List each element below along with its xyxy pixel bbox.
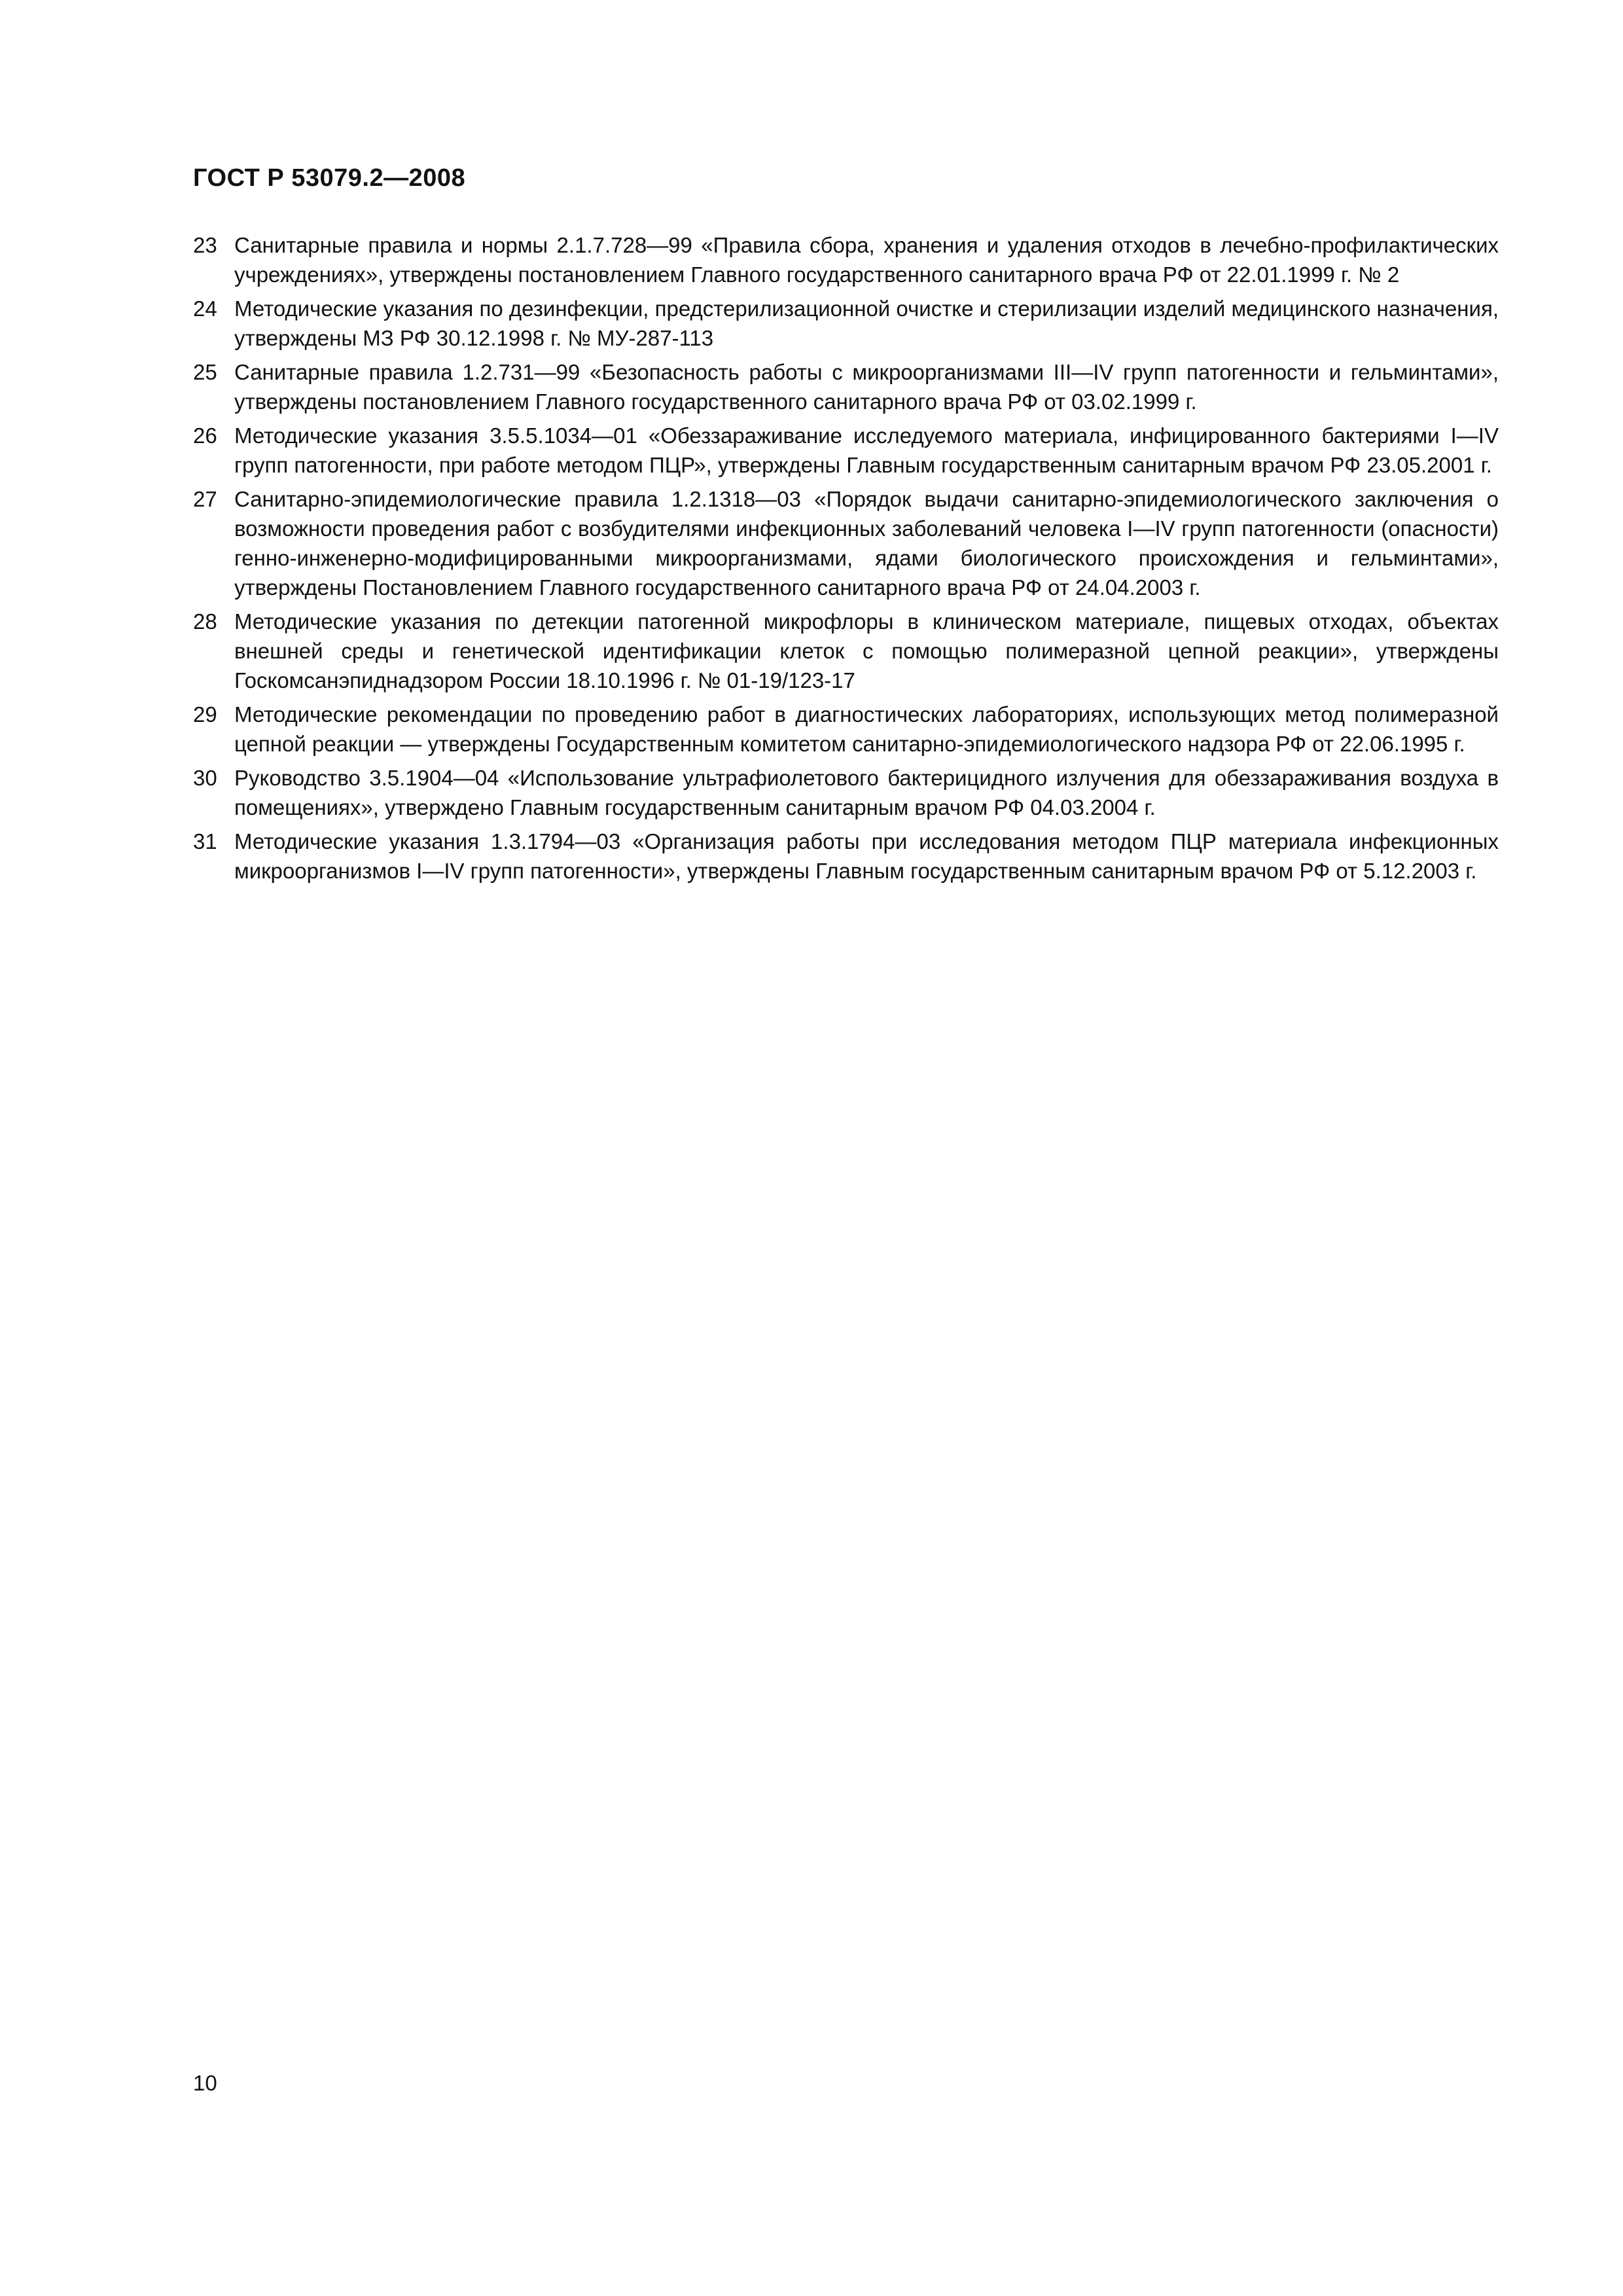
reference-item	[193, 484, 1499, 602]
reference-number: 30	[193, 766, 217, 790]
document-header-code: ГОСТ Р 53079.2—2008	[193, 164, 466, 192]
reference-text: Санитарно-эпидемиологические правила 1.2.1318—03 «Порядок выдачи санитарно-эпидемиологического заключения о возможности проведения работ с возбудителями инфекционных заболеваний человека I—IV групп патогенности (опасности) генно-инженерно-модифицированными микроорганизмами, ядами биологического происхождения и гельминтами», утверждены Постановлением Главного государственного санитарного врача РФ от 24.04.2003 г.	[234, 487, 1499, 600]
reference-item	[193, 230, 1499, 289]
reference-item	[193, 700, 1499, 759]
reference-number: 23	[193, 233, 217, 257]
reference-text: Методические указания по дезинфекции, предстерилизационной очистке и стерилизации изделий медицинского назначения, утверждены МЗ РФ 30.12.1998 г. № МУ-287-113	[234, 296, 1499, 350]
reference-text: Санитарные правила 1.2.731—99 «Безопасность работы с микроорганизмами III—IV групп патогенности и гельминтами», утверждены постановлением Главного государственного санитарного врача РФ от 03.02.1999 г.	[234, 360, 1499, 414]
reference-item	[193, 357, 1499, 416]
reference-list	[193, 230, 1499, 890]
reference-number: 27	[193, 487, 217, 511]
reference-text: Методические указания 3.5.5.1034—01 «Обеззараживание исследуемого материала, инфицированного бактериями I—IV групп патогенности, при работе методом ПЦР», утверждены Главным государственным санитарным врачом РФ 23.05.2001 г.	[234, 423, 1499, 477]
reference-text: Методические рекомендации по проведению работ в диагностических лабораториях, использующих метод полимеразной цепной реакции — утверждены Государственным комитетом санитарно-эпидемиологического надзора РФ от 22.06.1995 г.	[234, 702, 1499, 756]
reference-item	[193, 294, 1499, 353]
reference-number: 28	[193, 609, 217, 634]
reference-text: Руководство 3.5.1904—04 «Использование ультрафиолетового бактерицидного излучения для обеззараживания воздуха в помещениях», утверждено Главным государственным санитарным врачом РФ 04.03.2004 г.	[234, 766, 1499, 819]
reference-item	[193, 827, 1499, 886]
reference-number: 24	[193, 296, 217, 321]
reference-text: Методические указания по детекции патогенной микрофлоры в клиническом материале, пищевых отходах, объектах внешней среды и генетической идентификации клеток с помощью полимеразной цепной реакции», утверждены Госкомсанэпиднадзором России 18.10.1996 г. № 01-19/123-17	[234, 609, 1499, 692]
page-number: 10	[193, 2071, 217, 2095]
reference-number: 29	[193, 702, 217, 726]
reference-number: 25	[193, 360, 217, 384]
reference-number: 31	[193, 829, 217, 853]
reference-number: 26	[193, 423, 217, 448]
reference-item	[193, 763, 1499, 822]
reference-text: Санитарные правила и нормы 2.1.7.728—99 «Правила сбора, хранения и удаления отходов в лечебно-профилактических учреждениях», утверждены постановлением Главного государственного санитарного врача РФ от 22.01.1999 г. № 2	[234, 233, 1499, 287]
reference-item	[193, 607, 1499, 695]
reference-text: Методические указания 1.3.1794—03 «Организация работы при исследования методом ПЦР материала инфекционных микроорганизмов I—IV групп патогенности», утверждены Главным государственным санитарным врачом РФ от 5.12.2003 г.	[234, 829, 1499, 883]
reference-item	[193, 421, 1499, 480]
